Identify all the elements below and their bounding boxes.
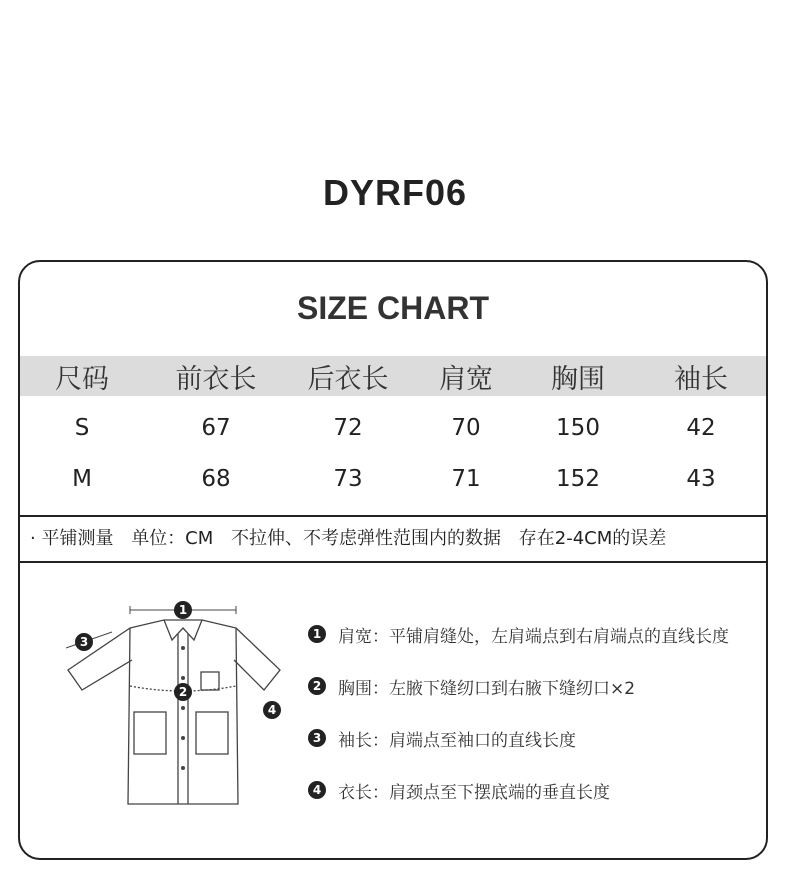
svg-text:1: 1 [178, 603, 188, 617]
table-cell: 72 [333, 414, 363, 441]
right-pocket [196, 712, 228, 754]
table-cell: 43 [686, 465, 716, 492]
legend-item-sleeve [308, 712, 729, 764]
garment-diagram [48, 592, 288, 812]
note-method: · 平铺测量 [30, 528, 114, 549]
table-row [20, 453, 768, 504]
table-cell: 73 [333, 465, 363, 492]
legend-item-shoulder [308, 608, 729, 660]
measurement-note [30, 516, 760, 562]
table-cell: S [74, 414, 90, 441]
left-pocket [134, 712, 166, 754]
size-chart-card [18, 260, 768, 860]
marker-2 [174, 683, 192, 701]
note-desc: 不拉伸、不考虑弹性范围内的数据 [231, 528, 502, 549]
marker-3 [75, 633, 93, 651]
note-tolerance: 存在2-4CM的误差 [518, 528, 667, 549]
header-front-length: 前衣长 [144, 356, 288, 396]
svg-text:4: 4 [267, 703, 277, 717]
header-chest: 胸围 [524, 356, 632, 396]
legend-text: 胸围：左腋下缝纫口到右腋下缝纫口×2 [338, 678, 636, 699]
number-3-icon: 3 [308, 729, 326, 747]
table-cell: 68 [201, 465, 231, 492]
svg-text:3: 3 [79, 635, 89, 649]
number-1-icon: 1 [308, 625, 326, 643]
legend-item-chest [308, 660, 729, 712]
legend-text: 袖长：肩端点至袖口的直线长度 [338, 730, 576, 751]
table-header-row [20, 356, 768, 396]
table-cell: 152 [556, 465, 600, 492]
svg-text:2: 2 [178, 685, 188, 699]
note-unit: 单位：CM [131, 528, 214, 549]
right-sleeve [234, 628, 280, 690]
measurement-legend [308, 608, 729, 816]
table-cell: 42 [686, 414, 716, 441]
chest-pocket [201, 672, 219, 690]
header-sleeve: 袖长 [632, 356, 768, 396]
table-cell: 71 [451, 465, 481, 492]
table-cell: 67 [201, 414, 231, 441]
divider [20, 561, 766, 563]
chart-title: SIZE CHART [297, 290, 489, 326]
header-back-length: 后衣长 [288, 356, 408, 396]
number-2-icon: 2 [308, 677, 326, 695]
product-code: DYRF06 [322, 172, 468, 213]
legend-item-length [308, 764, 729, 816]
header-size: 尺码 [20, 356, 144, 396]
table-row [20, 396, 768, 453]
legend-text: 肩宽：平铺肩缝处，左肩端点到右肩端点的直线长度 [338, 626, 729, 647]
legend-text: 衣长：肩颈点至下摆底端的垂直长度 [338, 782, 610, 803]
size-table [20, 356, 768, 504]
table-cell: 70 [451, 414, 481, 441]
marker-4 [263, 701, 281, 719]
marker-1 [174, 601, 192, 619]
header-shoulder: 肩宽 [408, 356, 524, 396]
collar [164, 620, 202, 640]
table-cell: 150 [556, 414, 600, 441]
number-4-icon: 4 [308, 781, 326, 799]
table-cell: M [72, 465, 92, 492]
